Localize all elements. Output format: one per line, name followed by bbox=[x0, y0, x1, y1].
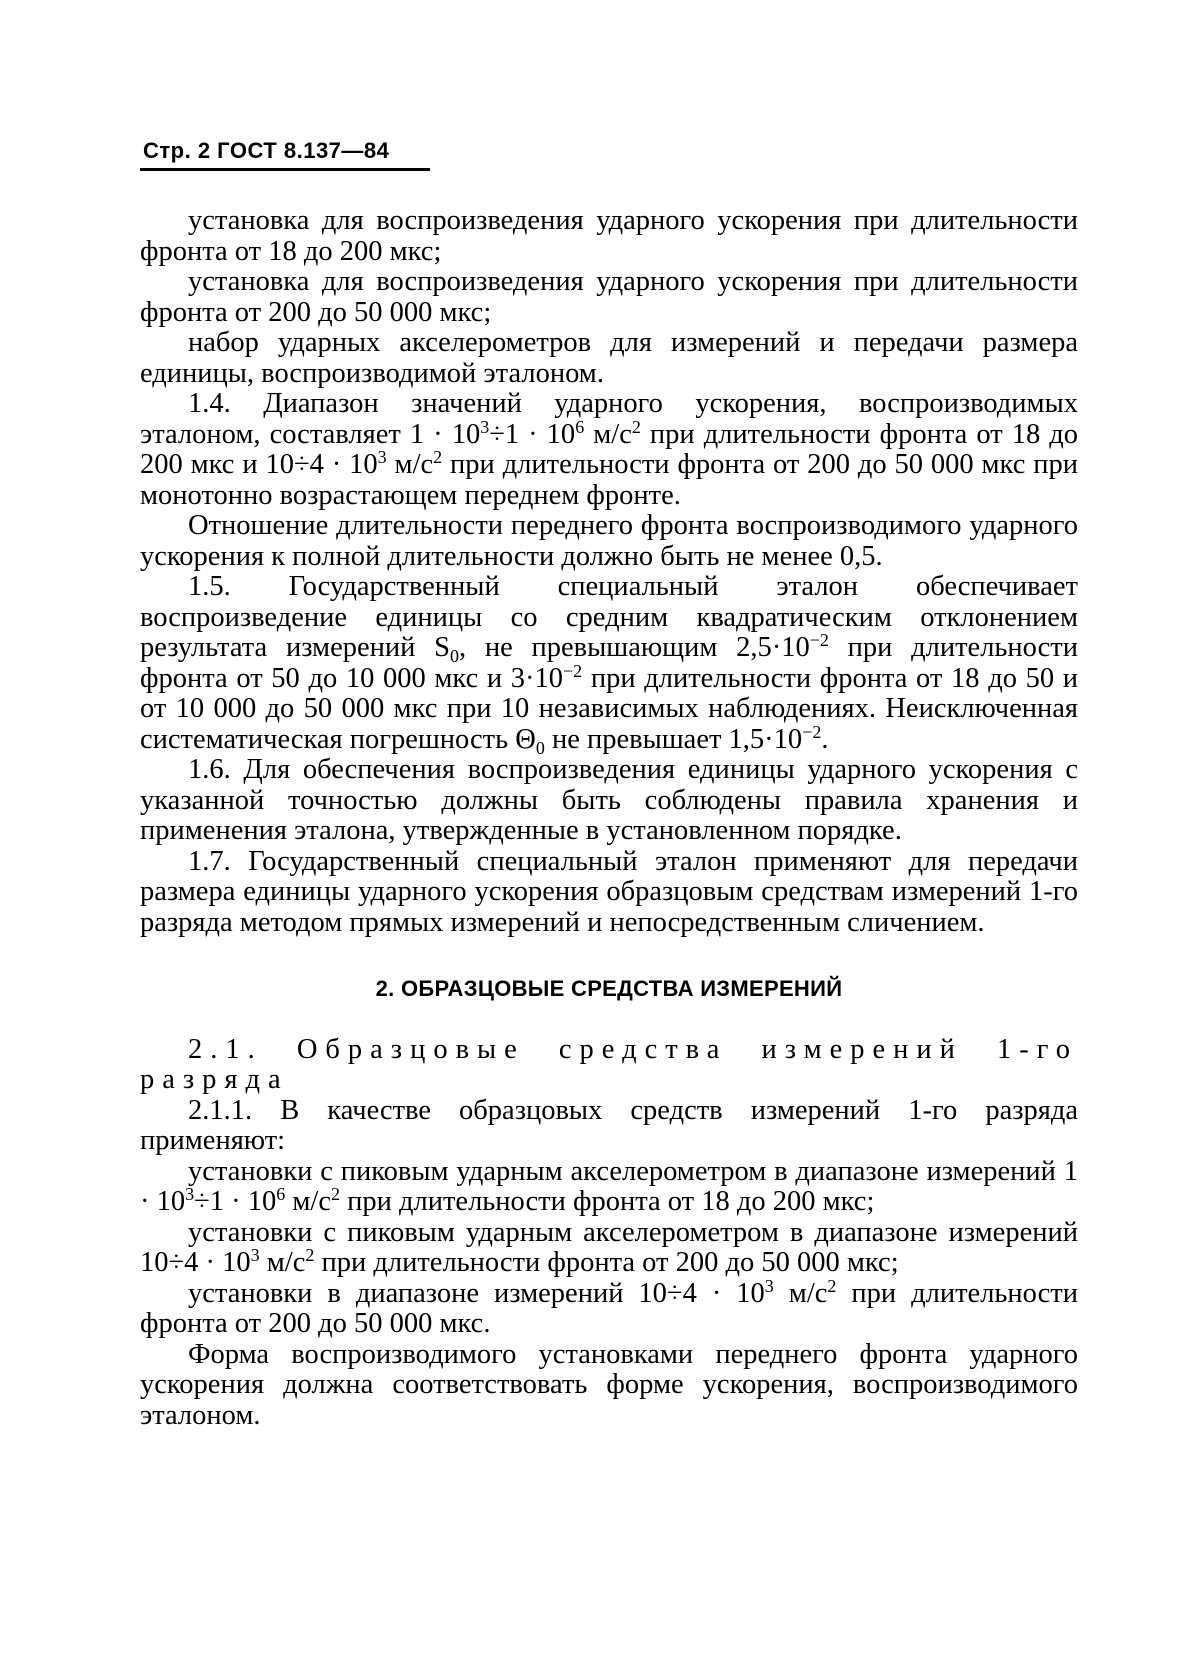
paragraph-1-7: 1.7. Государственный специальный эталон применяют для передачи размера единицы ударного ускорения образцовым средствам измерений 1-го разряда методом прямых измерений и непосредственным сличением. bbox=[140, 845, 1078, 938]
paragraph-front-shape: Форма воспроизводимого установками переднего фронта ударного ускорения должна соответствовать форме ускорения, воспроизводимого эталоном. bbox=[140, 1338, 1078, 1431]
list-item-installation-1: установки с пиковым ударным акселерометром в диапазоне измерений $1 \cdot 10^3\div 1 \cdot 10^6$ $м/с^2$ при длительности фронта от 18 до 200 мкс; bbox=[140, 1155, 1078, 1217]
running-head: Стр. 2 ГОСТ 8.137—84 bbox=[143, 138, 390, 163]
paragraph-1-4: 1.4. Диапазон значений ударного ускорения, воспроизводимых эталоном, составляет $1 \cdot 10^3\div 1 \cdot 10^6$ $м/с^2$ при длительности фронта от 18 до 200 мкс и $10\div 4 \cdot 10^3$ $м/с^2$ при длительности фронта от 200 до 50 000 мкс при монотонно возрастающем переднем фронте. bbox=[140, 388, 1079, 511]
paragraph-1-5: 1.5. Государственный специальный эталон обеспечивает воспроизведение единицы со средним квадратическим отклонением результата измерений $S_0$, не превышающим $2,5\cdot 10^{-2}$ при длительности фронта от 50 до 10 000 мкс и $3\cdot 10^{-2}$ при длительности фронта от 18 до 50 и от 10 000 до 50 000 мкс при 10 независимых наблюдениях. Неисключенная систематическая погрешность $\Theta_0$ не превышает $1,5\cdot 10^{-2}$. bbox=[140, 571, 1078, 758]
header-rule bbox=[140, 168, 430, 171]
list-item-installation-2: установки с пиковым ударным акселерометром в диапазоне измерений $10\div 4 \cdot 10^3$ $м/с^2$ при длительности фронта от 200 до 50 000 мкс; bbox=[140, 1216, 1078, 1278]
paragraph-installation-18-200: установка для воспроизведения ударного ускорения при длительности фронта от 18 до 200 мкс; bbox=[140, 205, 1078, 267]
paragraph-2-1-1: 2.1.1. В качестве образцовых средств измерений 1-го разряда применяют: bbox=[140, 1094, 1078, 1156]
paragraph-1-6: 1.6. Для обеспечения воспроизведения единицы ударного ускорения с указанной точностью должны быть соблюдены правила хранения и применения эталона, утвержденные в установленном порядке. bbox=[140, 754, 1078, 846]
body-text bbox=[140, 206, 1078, 1431]
paragraph-installation-200-50000: установка для воспроизведения ударного ускорения при длительности фронта от 200 до 50 000 мкс; bbox=[140, 266, 1078, 328]
list-item-installation-3: установки в диапазоне измерений $10\div 4 \cdot 10^3$ $м/с^2$ при длительности фронта от 200 до 50 000 мкс. bbox=[140, 1275, 1078, 1339]
paragraph-ratio: Отношение длительности переднего фронта воспроизводимого ударного ускорения к полной длительности должно быть не менее 0,5. bbox=[140, 510, 1078, 572]
subsection-2-1: 2.1. Образцовые средства измерений 1-го разряда bbox=[140, 1033, 1078, 1095]
paragraph-accelerometer-set: набор ударных акселерометров для измерений и передачи размера единицы, воспроизводимой эталоном. bbox=[140, 327, 1078, 389]
section-heading: 2. ОБРАЗЦОВЫЕ СРЕДСТВА ИЗМЕРЕНИЙ bbox=[375, 976, 843, 1001]
